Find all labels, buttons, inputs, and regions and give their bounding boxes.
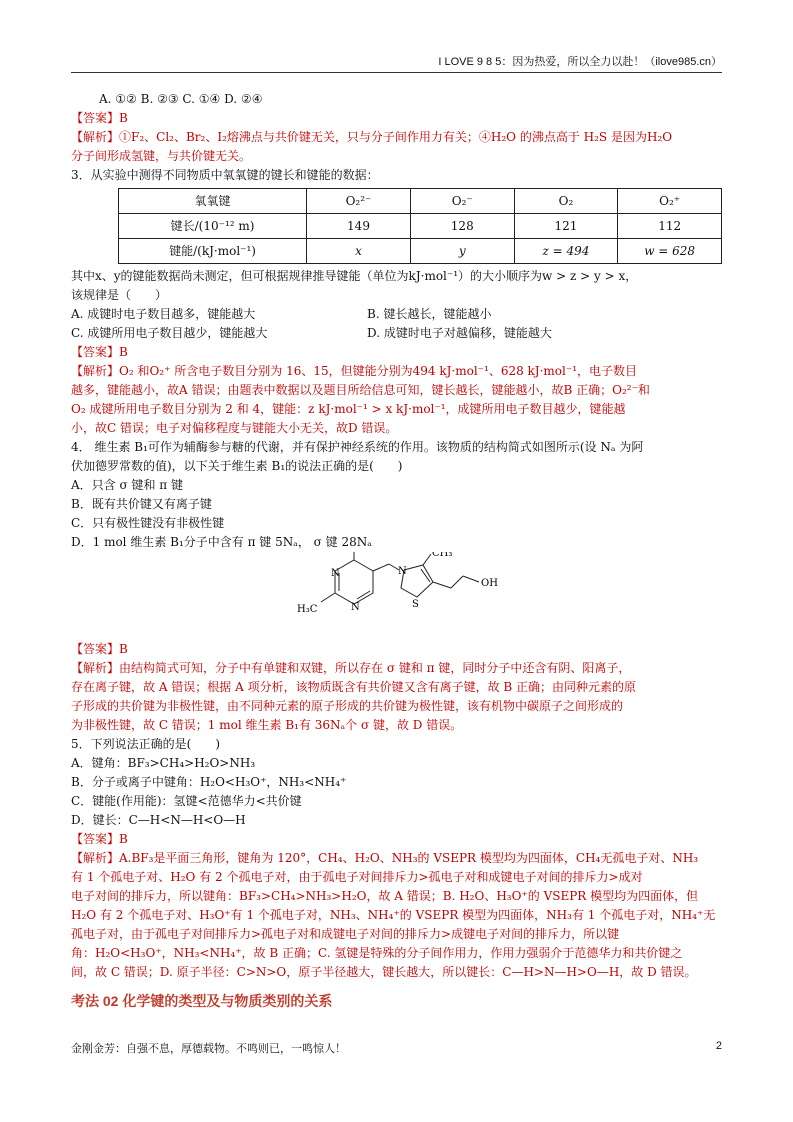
- q3-options-row: [71, 324, 722, 343]
- table-cell: 键能/(kJ·mol⁻¹): [119, 239, 307, 264]
- q5-analysis-line: 间，故 C 错误；D. 原子半径：C>N>O，原子半径越大，键长越大，所以键长：C—H>N—H>O—H，故 D 错误。: [71, 965, 697, 979]
- q3-text-line: 其中x、y的键能数据尚未测定，但可根据规律推导键能（单位为kJ·mol⁻¹）的大小顺序为w > z > y > x，: [71, 269, 638, 283]
- q5-option-a: A．键角：BF₃>CH₄>H₂O>NH₃: [71, 756, 256, 770]
- q3-analysis-line: 越多，键能越小，故A 错误；由题表中数据以及题目所给信息可知，键长越长，键能越小，故B 正确；O₂²⁻和: [71, 383, 650, 397]
- q5-option-d: D．键长：C—H<N—H<O—H: [71, 813, 246, 827]
- q4-analysis-line: 为非极性键，故 C 错误；1 mol 维生素 B₁有 36Nₐ个 σ 键，故 D 错误。: [71, 718, 463, 732]
- table-row: [119, 189, 722, 214]
- q3-text-line: 该规律是（ ）: [71, 288, 168, 302]
- q4-analysis-line: 【解析】由结构简式可知，分子中有单键和双键，所以存在 σ 键和 π 键，同时分子中还含有阴、阳离子，: [71, 661, 631, 675]
- ring-n-label: N: [351, 602, 360, 613]
- ch3-label: CH₃: [432, 552, 453, 559]
- table-cell: 112: [618, 214, 722, 239]
- table-cell: 128: [410, 214, 514, 239]
- page-footer: [71, 1040, 722, 1058]
- q5-option-b: B．分子或离子中键角：H₂O<H₃O⁺，NH₃<NH₄⁺: [71, 775, 347, 789]
- table-cell: w = 628: [618, 239, 722, 264]
- section-heading: 考法 02 化学键的类型及与物质类别的关系: [71, 993, 333, 1009]
- q4-answer: 【答案】B: [71, 642, 128, 656]
- q2-analysis-line: 分子间形成氢键，与共价键无关。: [71, 149, 252, 163]
- q3-option-d: D. 成键时电子对越偏移，键能越大: [367, 326, 552, 340]
- q5-stem: 5．下列说法正确的是( ): [71, 737, 220, 751]
- h3c-label: H₃C: [297, 604, 318, 615]
- table-cell: x: [307, 239, 411, 264]
- q4-stem-line: 4． 维生素 B₁可作为辅酶参与糖的代谢，并有保护神经系统的作用。该物质的结构简式如图所示(设 Nₐ 为阿: [71, 440, 644, 454]
- thiazolium-n-label: N: [398, 566, 407, 577]
- table-cell: O₂: [514, 189, 618, 214]
- q2-options: A. ①② B. ②③ C. ①④ D. ②④: [99, 92, 263, 106]
- bond-data-table: [118, 188, 722, 264]
- sulfur-label: S: [412, 599, 419, 610]
- table-cell: 键长/(10⁻¹² m): [119, 214, 307, 239]
- table-cell: O₂²⁻: [307, 189, 411, 214]
- q5-analysis-line: 【解析】A.BF₃是平面三角形，键角为 120°，CH₄、H₂O、NH₃的 VSEPR 模型均为四面体，CH₄无孤电子对、NH₃: [71, 851, 699, 865]
- q2-analysis-line: 【解析】①F₂、Cl₂、Br₂、I₂熔沸点与共价键无关，只与分子间作用力有关；④H₂O 的沸点高于 H₂S 是因为H₂O: [71, 130, 673, 144]
- oh-label: OH: [481, 578, 498, 589]
- q3-answer: 【答案】B: [71, 345, 128, 359]
- q5-analysis-line: 孤电子对，由于孤电子对间排斥力>孤电子对和成键电子对间的排斥力>成键电子对间的排斥力，所以键: [71, 927, 620, 941]
- table-cell: 氧氧键: [119, 189, 307, 214]
- table-row: [119, 214, 722, 239]
- footer-motto: 金刚金芳：自强不息，厚德载物。不鸣则已，一鸣惊人！: [71, 1043, 346, 1055]
- q4-option-a: A．只含 σ 键和 π 键: [71, 478, 184, 492]
- q4-stem-line: 伏加德罗常数的值)，以下关于维生素 B₁的说法正确的是( ): [71, 459, 403, 473]
- q5-answer: 【答案】B: [71, 832, 128, 846]
- table-cell: O₂⁻: [410, 189, 514, 214]
- q3-analysis-line: 【解析】O₂ 和O₂⁺ 所含电子数目分别为 16、15，但键能分别为494 kJ·mol⁻¹、628 kJ·mol⁻¹，电子数目: [71, 364, 638, 378]
- q5-analysis-line: 电子对间的排斥力，所以键角：BF₃>CH₄>NH₃>H₂O，故 A 错误；B. H₂O、H₃O⁺的 VSEPR 模型均为四面体，但: [71, 889, 699, 903]
- page-header: I LOVE 9 8 5：因为热爱，所以全力以赴！（ilove985.cn）: [71, 52, 722, 73]
- q3-analysis-line: 小，故C 错误；电子对偏移程度与键能大小无关，故D 错误。: [71, 421, 398, 435]
- q3-option-a: A. 成键时电子数目越多，键能越大: [71, 307, 256, 321]
- q3-options-row: [71, 305, 722, 324]
- chloride-label: [396, 552, 412, 553]
- q5-analysis-line: 角：H₂O<H₃O⁺，NH₃<NH₄⁺，故 B 正确；C. 氢键是特殊的分子间作用力，作用力强弱介于范德华力和共价键之: [71, 946, 683, 960]
- q3-option-b: B. 键长越长，键能越小: [367, 307, 492, 321]
- q4-analysis-line: 存在离子键，故 A 错误；根据 A 项分析，该物质既含有共价键又含有离子键，故 B 正确；由同种元素的原: [71, 680, 637, 694]
- q4-analysis-line: 子形成的共价键为非极性键，由不同种元素的原子形成的共价键为极性键，该有机物中碳原子之间形成的: [71, 699, 624, 713]
- q3-option-c: C. 成键所用电子数目越少，键能越大: [71, 326, 268, 340]
- page-number: 2: [715, 1040, 722, 1052]
- table-cell: 121: [514, 214, 618, 239]
- q3-analysis-line: O₂ 成键所用电子数目分别为 2 和 4，键能：z kJ·mol⁻¹ > x kJ·mol⁻¹，成键所用电子数目越少，键能越: [71, 402, 626, 416]
- table-cell: y: [410, 239, 514, 264]
- q5-analysis-line: 有 1 个孤电子对、H₂O 有 2 个孤电子对，由于孤电子对间排斥力>孤电子对和成键电子对间的排斥力>成对: [71, 870, 643, 884]
- table-cell: 149: [307, 214, 411, 239]
- table-cell: O₂⁺: [618, 189, 722, 214]
- q2-answer: 【答案】B: [71, 111, 128, 125]
- q4-option-c: C．只有极性键没有非极性键: [71, 516, 225, 530]
- ring-n-label: N: [331, 568, 340, 579]
- vitamin-b1-structure: [71, 552, 722, 634]
- q5-option-c: C．键能(作用能)：氢键<范德华力<共价键: [71, 794, 302, 808]
- page-content: [71, 90, 722, 1011]
- q3-stem: 3．从实验中测得不同物质中氧氧键的键长和键能的数据：: [71, 168, 379, 182]
- table-row: [119, 239, 722, 264]
- table-cell: z = 494: [514, 239, 618, 264]
- q5-analysis-line: H₂O 有 2 个孤电子对、H₃O⁺有 1 个孤电子对，NH₃、NH₄⁺的 VSEPR 模型为四面体，NH₃有 1 个孤电子对，NH₄⁺无: [71, 908, 716, 922]
- nh2-label: [347, 552, 368, 555]
- q4-option-b: B．既有共价键又有离子键: [71, 497, 212, 511]
- q4-option-d: D．1 mol 维生素 B₁分子中含有 π 键 5Nₐ， σ 键 28Nₐ: [71, 535, 372, 549]
